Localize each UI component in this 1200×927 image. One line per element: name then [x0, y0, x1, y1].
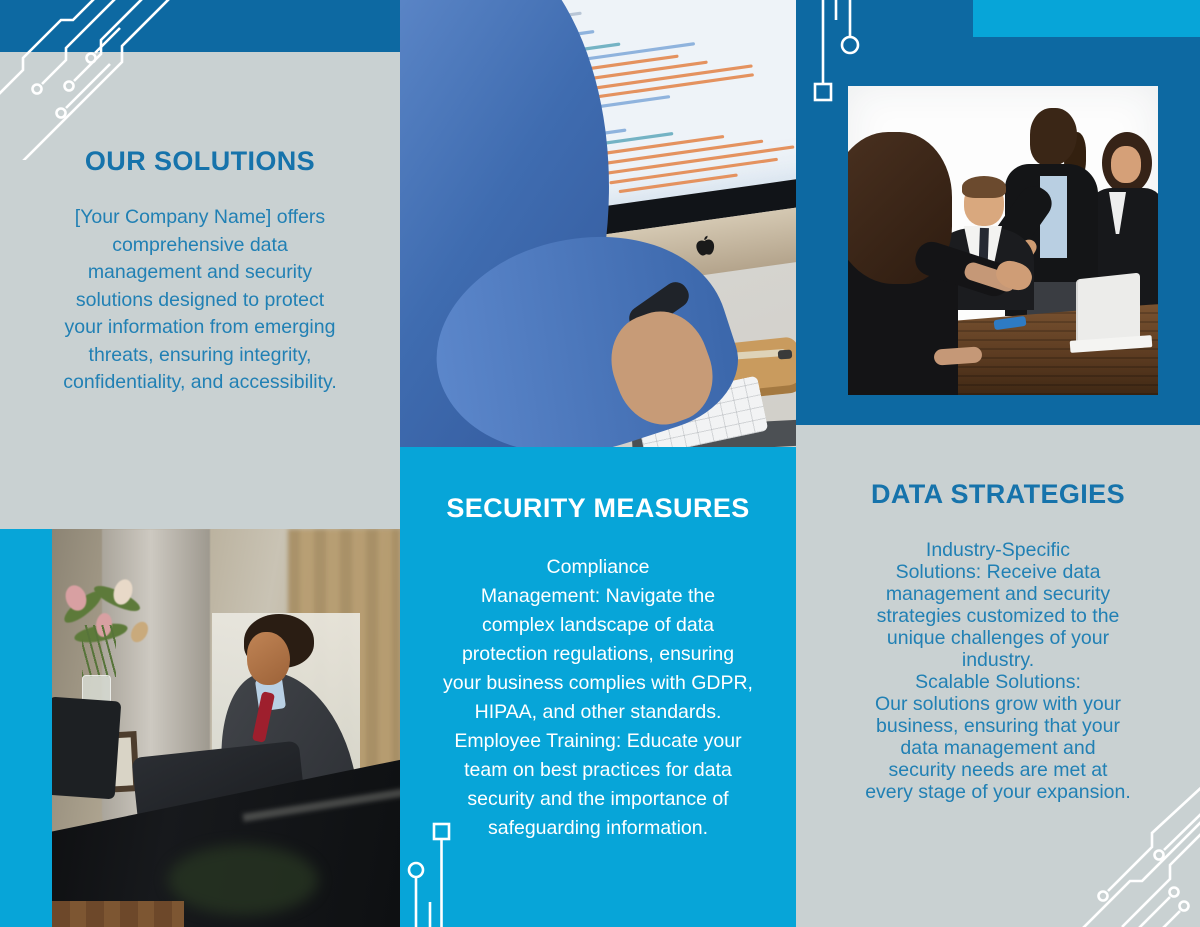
middle-heading: SECURITY MEASURES [446, 493, 750, 523]
seated-man-hair [962, 176, 1006, 198]
right-heading: DATA STRATEGIES [871, 479, 1125, 509]
body-line: Industry-Specific [925, 539, 1071, 561]
body-line: your business complies with GDPR, [443, 672, 753, 694]
pen-tip [778, 350, 793, 360]
body-line: your information from emerging [64, 316, 336, 338]
body-line: industry. [961, 649, 1035, 671]
wood-counter-base [52, 901, 184, 927]
right-body-text [796, 539, 1200, 803]
body-line: complex landscape of data [482, 614, 714, 636]
meeting-photo [848, 86, 1158, 395]
circuit-decoration-bottom-right [1040, 767, 1200, 927]
body-line: HIPAA, and other standards. [474, 701, 722, 723]
body-line: protection regulations, ensuring [461, 643, 735, 665]
hand-on-table [934, 346, 983, 365]
body-line: security needs are met at [888, 759, 1108, 781]
body-line: Employee Training: Educate your [454, 730, 742, 752]
middle-body-text [400, 553, 796, 843]
body-line: threats, ensuring integrity, [88, 343, 312, 366]
left-heading: OUR SOLUTIONS [84, 146, 316, 176]
body-line: team on best practices for data [464, 759, 732, 781]
right-woman-face [1111, 146, 1141, 183]
left-body-text [0, 204, 400, 397]
flower-stems [82, 625, 116, 677]
body-line: [Your Company Name] offers [74, 206, 326, 228]
plant-reflection [168, 845, 318, 915]
left-column [0, 0, 400, 927]
body-line: Compliance [546, 556, 650, 578]
computer-photo [400, 0, 796, 447]
body-line: every stage of your expansion. [865, 781, 1131, 803]
body-line: Solutions: Receive data [895, 561, 1101, 583]
body-line: business, ensuring that your [876, 715, 1120, 737]
body-line: comprehensive data [112, 233, 288, 256]
reception-photo [52, 529, 400, 927]
middle-column [400, 0, 796, 927]
apple-logo-icon [690, 231, 720, 264]
body-line: unique challenges of your [886, 627, 1110, 649]
body-line: Scalable Solutions: [915, 671, 1081, 693]
circuit-decoration-top-left [0, 0, 190, 160]
body-line: management and security [87, 261, 313, 283]
body-line: strategies customized to the [876, 605, 1120, 627]
body-line: data management and [900, 737, 1096, 759]
body-line: confidentiality, and accessibility. [63, 371, 337, 393]
circuit-decoration-middle-bottom [406, 812, 466, 927]
body-line: Management: Navigate the [480, 585, 716, 607]
right-content-panel [796, 425, 1200, 927]
body-line: Our solutions grow with your [874, 693, 1122, 715]
cyan-accent-rectangle [973, 0, 1200, 37]
concierge-face [247, 632, 290, 685]
side-monitor [52, 697, 121, 800]
body-line: solutions designed to protect [75, 288, 325, 311]
body-line: security and the importance of [467, 788, 729, 810]
body-line: management and security [885, 583, 1111, 605]
right-column [796, 0, 1200, 927]
body-line: safeguarding information. [487, 817, 709, 839]
